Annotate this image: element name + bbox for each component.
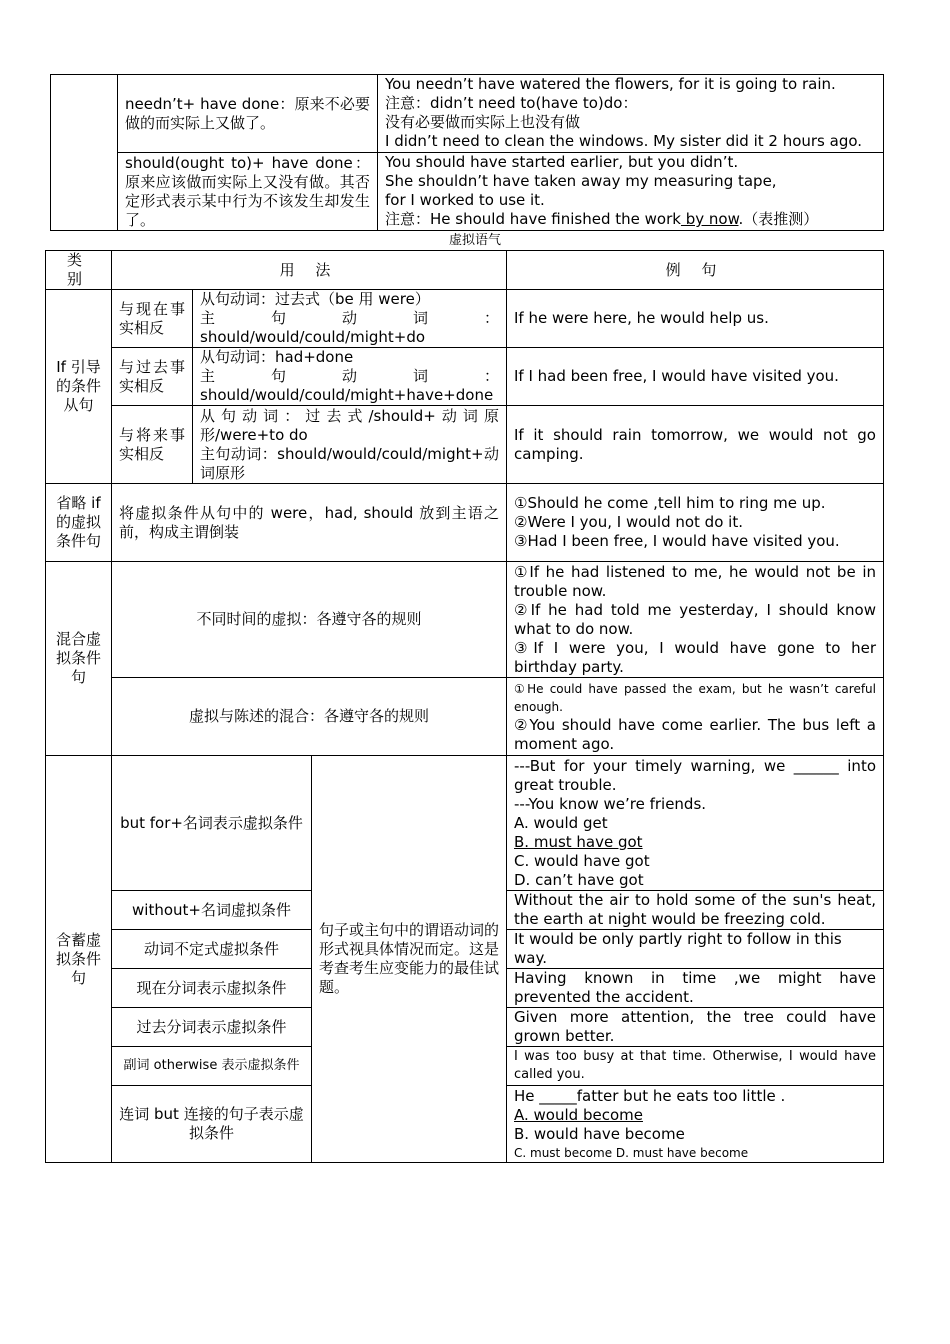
if-type-past: 与过去事实相反 [112,348,193,406]
implied-type-past-participle: 过去分词表示虚拟条件 [112,1008,312,1047]
if-category: If 引导的条件从句 [46,290,112,484]
if-usage-present: 从句动词：过去式（be 用 were） 主 句 动 词 ： should/would/could/might+do [193,290,507,348]
if-example-future: If it should rain tomorrow, we would not go camping. [507,406,884,484]
implied-example-present-participle: Having known in time ,we might have prevented the accident. [507,969,884,1008]
header-category: 类 别 [46,251,112,290]
implied-example-otherwise: I was too busy at that time. Otherwise, I would have called you. [507,1047,884,1086]
mixed-usage-statement: 虚拟与陈述的混合：各遵守各的规则 [112,678,507,756]
if-example-past: If I had been free, I would have visited you. [507,348,884,406]
header-row [46,251,884,290]
top-usage-should: should(ought to)+ have done：原来应该做而实际上又没有做。其否定形式表示某中行为不该发生却发生了。 [118,153,378,231]
header-example: 例 句 [507,251,884,290]
implied-example-past-participle: Given more attention, the tree could have grown better. [507,1008,884,1047]
implied-type-otherwise: 副词 otherwise 表示虚拟条件 [112,1047,312,1086]
header-usage: 用 法 [112,251,507,290]
subjunctive-table [45,250,884,1163]
mixed-usage-time: 不同时间的虚拟：各遵守各的规则 [112,562,507,678]
mixed-examples-time: ①If he had listened to me, he would not be in trouble now. ②If he had told me yesterday, I should know what to do now. ③If I were you, I would have gone to her birthday party. [507,562,884,678]
omit-usage: 将虚拟条件从句中的 were，had, should 放到主语之前，构成主谓倒装 [112,484,507,562]
implied-type-butfor: but for+名词表示虚拟条件 [112,756,312,891]
top-example-should: You should have started earlier, but you didn’t. She shouldn’t have taken away my measuring tape, for I worked to use it. 注意：He should have finished the work by now.（表推测） [378,153,884,231]
implied-example-without: Without the air to hold some of the sun's heat, the earth at night would be freezing cold. [507,891,884,930]
if-type-present: 与现在事实相反 [112,290,193,348]
omit-examples: ①Should he come ,tell him to ring me up. ②Were I you, I would not do it. ③Had I been free, I would have visited you. [507,484,884,562]
implied-type-infinitive: 动词不定式虚拟条件 [112,930,312,969]
implied-type-present-participle: 现在分词表示虚拟条件 [112,969,312,1008]
top-table-empty-cell [51,75,118,231]
table-caption: 虚拟语气 [448,233,501,248]
if-example-present: If he were here, he would help us. [507,290,884,348]
implied-shared-usage: 句子或主句中的谓语动词的形式视具体情况而定。这是考查考生应变能力的最佳试题。 [312,756,507,1163]
implied-example-butfor: ---But for your timely warning, we ______ into great trouble. ---You know we’re friends. A. would get B. must have got C. would have got D. can’t have got [507,756,884,891]
implied-type-but: 连词 but 连接的句子表示虚拟条件 [112,1086,312,1163]
implied-example-but: He _____fatter but he eats too little . A. would become B. would have become C. must become D. must have become [507,1086,884,1163]
implied-type-without: without+名词虚拟条件 [112,891,312,930]
omit-category: 省略 if 的虚拟条件句 [46,484,112,562]
if-usage-past: 从句动词：had+done 主 句 动 词 ： should/would/could/might+have+done [193,348,507,406]
answer-but: A. would become [514,1105,643,1124]
mixed-examples-statement: ①He could have passed the exam, but he wasn’t careful enough. ②You should have come earlier. The bus left a moment ago. [507,678,884,756]
if-usage-future: 从句动词：过去式/should+动词原形/were+to do 主句动词：should/would/could/might+动词原形 [193,406,507,484]
answer-butfor: B. must have got [514,832,643,851]
top-example-neednt: You needn’t have watered the flowers, for it is going to rain. 注意：didn’t need to(have to)do： 没有必要做而实际上也没有做 I didn’t need to clean the windows. My sister did it 2 hours ago. [378,75,884,153]
if-type-future: 与将来事实相反 [112,406,193,484]
implied-example-infinitive: It would be only partly right to follow in this way. [507,930,884,969]
implied-category: 含蓄虚拟条件句 [46,756,112,1163]
top-table [50,74,884,231]
top-usage-neednt: needn’t+ have done：原来不必要做的而实际上又做了。 [118,75,378,153]
mixed-category: 混合虚拟条件句 [46,562,112,756]
